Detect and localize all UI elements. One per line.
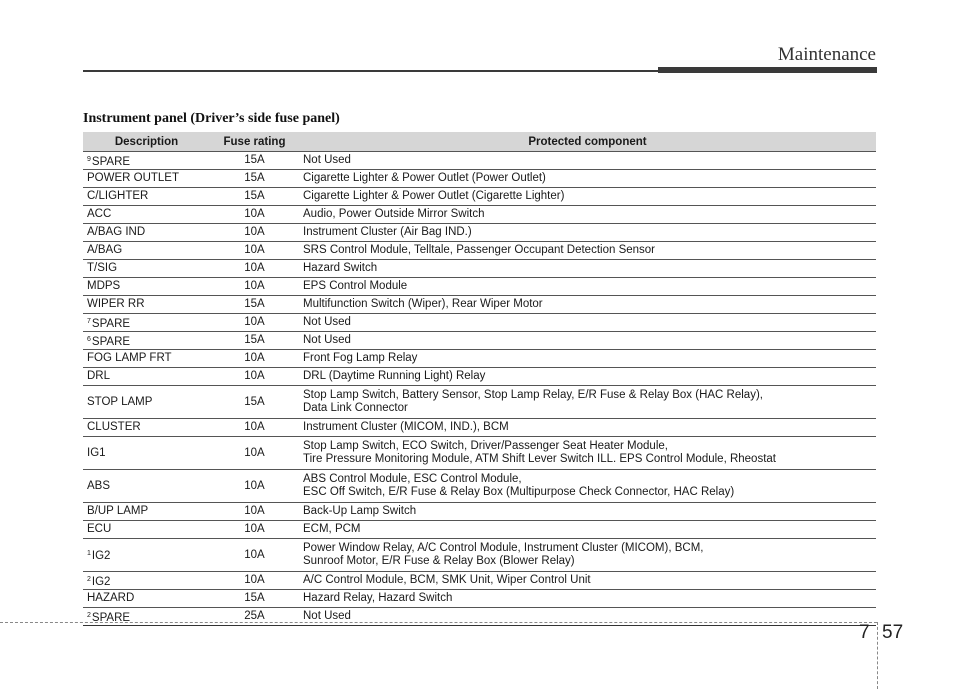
fuse-rating: 10A — [210, 350, 299, 368]
protected-component-line: Tire Pressure Monitoring Module, ATM Shift Lever Switch ILL. EPS Control Module, Rheostat — [303, 453, 776, 465]
protected-component-line: SRS Control Module, Telltale, Passenger Occupant Detection Sensor — [303, 244, 656, 256]
fuse-description-text: T/SIG — [87, 262, 118, 274]
table-header-row — [83, 132, 876, 152]
footnote-mark: 6 — [87, 335, 91, 343]
protected-component-line: Front Fog Lamp Relay — [303, 352, 418, 364]
fuse-rating: 10A — [210, 314, 299, 332]
fuse-description — [83, 419, 210, 437]
header-rule — [83, 70, 660, 72]
protected-component — [299, 572, 876, 590]
table-row — [83, 278, 876, 296]
fuse-rating: 10A — [210, 503, 299, 521]
fuse-description — [83, 224, 210, 242]
fuse-description — [83, 170, 210, 188]
fuse-description — [83, 437, 210, 470]
table-row — [83, 296, 876, 314]
protected-component — [299, 437, 876, 470]
fuse-description-text: CLUSTER — [87, 421, 141, 433]
header-protected-component: Protected component — [299, 132, 876, 152]
fuse-description — [83, 314, 210, 332]
protected-component — [299, 539, 876, 572]
page-number: 57 — [882, 622, 904, 643]
fuse-description — [83, 470, 210, 503]
fuse-description-text: ABS — [87, 479, 111, 492]
table-row — [83, 206, 876, 224]
fuse-description — [83, 590, 210, 608]
fuse-description-text: A/BAG IND — [87, 226, 146, 238]
header-rule-accent — [658, 67, 877, 73]
fuse-table-body — [83, 152, 876, 626]
protected-component — [299, 260, 876, 278]
fuse-description-text: SPARE — [91, 335, 131, 348]
fuse-rating: 15A — [210, 386, 299, 419]
fuse-description — [83, 368, 210, 386]
fuse-rating: 10A — [210, 419, 299, 437]
protected-component-line: Sunroof Motor, E/R Fuse & Relay Box (Blower Relay) — [303, 555, 575, 567]
fuse-rating: 10A — [210, 572, 299, 590]
table-row — [83, 188, 876, 206]
fuse-description-text: IG2 — [91, 550, 111, 562]
table-row — [83, 242, 876, 260]
fuse-rating: 15A — [210, 296, 299, 314]
protected-component-line: Back-Up Lamp Switch — [303, 505, 417, 517]
chapter-number: 7 — [859, 622, 870, 643]
fuse-description — [83, 521, 210, 539]
table-row — [83, 314, 876, 332]
fuse-description — [83, 539, 210, 572]
protected-component — [299, 521, 876, 539]
fuse-description-text: A/BAG — [87, 244, 123, 256]
protected-component-line: A/C Control Module, BCM, SMK Unit, Wiper Control Unit — [303, 574, 591, 586]
fuse-description-text: WIPER RR — [87, 298, 145, 310]
protected-component-line: Stop Lamp Switch, ECO Switch, Driver/Passenger Seat Heater Module, — [303, 440, 668, 452]
footer-rule-vertical — [877, 622, 878, 689]
fuse-description-text: SPARE — [91, 611, 131, 624]
table-row — [83, 572, 876, 590]
fuse-rating: 10A — [210, 224, 299, 242]
table-row — [83, 419, 876, 437]
fuse-description-text: SPARE — [91, 155, 131, 168]
protected-component-line: ECM, PCM — [303, 523, 361, 535]
fuse-description — [83, 188, 210, 206]
fuse-rating: 10A — [210, 206, 299, 224]
protected-component-line: Data Link Connector — [303, 402, 408, 414]
fuse-description — [83, 152, 210, 170]
table-row — [83, 521, 876, 539]
fuse-rating: 10A — [210, 539, 299, 572]
table-row — [83, 260, 876, 278]
fuse-rating: 10A — [210, 437, 299, 470]
fuse-rating: 10A — [210, 470, 299, 503]
protected-component — [299, 296, 876, 314]
fuse-rating: 15A — [210, 332, 299, 350]
protected-component-line: ABS Control Module, ESC Control Module, — [303, 473, 522, 485]
protected-component — [299, 152, 876, 170]
fuse-description-text: B/UP LAMP — [87, 505, 149, 517]
protected-component-line: Not Used — [303, 154, 351, 166]
fuse-description — [83, 572, 210, 590]
protected-component — [299, 503, 876, 521]
protected-component — [299, 332, 876, 350]
fuse-rating: 10A — [210, 242, 299, 260]
protected-component-line: Cigarette Lighter & Power Outlet (Cigarette Lighter) — [303, 190, 565, 202]
protected-component — [299, 419, 876, 437]
footer-rule — [0, 622, 877, 623]
fuse-description — [83, 332, 210, 350]
protected-component — [299, 470, 876, 503]
protected-component-line: Cigarette Lighter & Power Outlet (Power Outlet) — [303, 172, 546, 184]
protected-component — [299, 350, 876, 368]
protected-component-line: Instrument Cluster (Air Bag IND.) — [303, 226, 472, 238]
fuse-description — [83, 242, 210, 260]
fuse-description — [83, 206, 210, 224]
protected-component — [299, 278, 876, 296]
fuse-rating: 15A — [210, 590, 299, 608]
fuse-description-text: HAZARD — [87, 592, 135, 604]
protected-component — [299, 386, 876, 419]
table-row — [83, 437, 876, 470]
fuse-table — [83, 132, 876, 626]
footnote-mark: 2 — [87, 611, 91, 619]
protected-component — [299, 368, 876, 386]
fuse-description-text: ACC — [87, 208, 112, 220]
protected-component-line: Hazard Switch — [303, 262, 378, 274]
table-row — [83, 224, 876, 242]
section-header-title: Maintenance — [777, 44, 876, 65]
protected-component — [299, 188, 876, 206]
header-fuse-rating: Fuse rating — [210, 132, 299, 152]
fuse-description — [83, 350, 210, 368]
fuse-description-text: ECU — [87, 523, 112, 535]
fuse-rating: 25A — [210, 608, 299, 626]
fuse-panel-title: Instrument panel (Driver’s side fuse panel) — [83, 111, 340, 126]
fuse-rating: 10A — [210, 278, 299, 296]
fuse-description-text: STOP LAMP — [87, 395, 153, 408]
protected-component-line: Not Used — [303, 610, 351, 622]
protected-component — [299, 590, 876, 608]
fuse-rating: 10A — [210, 260, 299, 278]
footnote-mark: 1 — [87, 550, 91, 557]
fuse-description-text: FOG LAMP FRT — [87, 352, 172, 364]
fuse-rating: 10A — [210, 521, 299, 539]
protected-component-line: Hazard Relay, Hazard Switch — [303, 592, 453, 604]
fuse-description — [83, 386, 210, 419]
fuse-description-text: MDPS — [87, 280, 121, 292]
protected-component-line: ESC Off Switch, E/R Fuse & Relay Box (Multipurpose Check Connector, HAC Relay) — [303, 486, 735, 498]
fuse-description-text: POWER OUTLET — [87, 172, 180, 184]
protected-component-line: DRL (Daytime Running Light) Relay — [303, 370, 486, 382]
table-row — [83, 170, 876, 188]
table-row — [83, 470, 876, 503]
protected-component-line: Not Used — [303, 316, 351, 328]
footnote-mark: 9 — [87, 155, 91, 163]
fuse-description — [83, 260, 210, 278]
fuse-description-text: IG1 — [87, 446, 106, 459]
fuse-description — [83, 296, 210, 314]
fuse-description-text: C/LIGHTER — [87, 190, 149, 202]
fuse-description-text: SPARE — [91, 317, 131, 330]
protected-component — [299, 206, 876, 224]
protected-component — [299, 242, 876, 260]
protected-component-line: EPS Control Module — [303, 280, 408, 292]
fuse-description — [83, 503, 210, 521]
fuse-rating: 15A — [210, 188, 299, 206]
protected-component-line: Audio, Power Outside Mirror Switch — [303, 208, 485, 220]
protected-component-line: Instrument Cluster (MICOM, IND.), BCM — [303, 421, 509, 433]
protected-component — [299, 170, 876, 188]
fuse-rating: 15A — [210, 152, 299, 170]
table-row — [83, 368, 876, 386]
protected-component-line: Power Window Relay, A/C Control Module, Instrument Cluster (MICOM), BCM, — [303, 542, 704, 554]
protected-component-line: Multifunction Switch (Wiper), Rear Wiper Motor — [303, 298, 543, 310]
table-row — [83, 539, 876, 572]
fuse-rating: 15A — [210, 170, 299, 188]
header-description: Description — [83, 132, 210, 152]
footnote-mark: 2 — [87, 575, 91, 583]
table-row — [83, 590, 876, 608]
fuse-description-text: IG2 — [91, 575, 111, 588]
table-row — [83, 503, 876, 521]
fuse-rating: 10A — [210, 368, 299, 386]
protected-component — [299, 314, 876, 332]
protected-component-line: Stop Lamp Switch, Battery Sensor, Stop Lamp Relay, E/R Fuse & Relay Box (HAC Relay), — [303, 389, 763, 401]
protected-component-line: Not Used — [303, 334, 351, 346]
table-row — [83, 386, 876, 419]
fuse-description — [83, 278, 210, 296]
fuse-description-text: DRL — [87, 370, 111, 382]
table-row — [83, 350, 876, 368]
table-row — [83, 332, 876, 350]
table-row — [83, 152, 876, 170]
footnote-mark: 7 — [87, 317, 91, 325]
protected-component — [299, 224, 876, 242]
